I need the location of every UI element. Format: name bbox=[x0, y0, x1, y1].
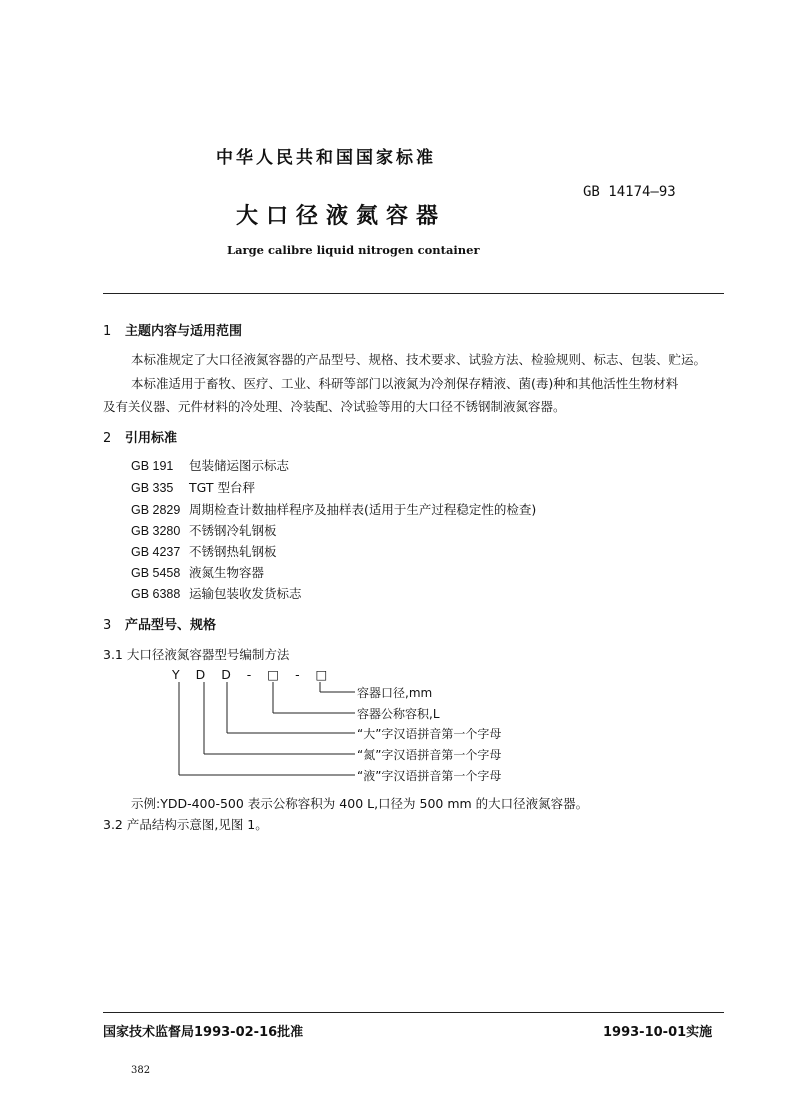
header-divider bbox=[103, 293, 724, 294]
section-1-paragraph-2-cont: 及有关仪器、元件材料的冷处理、冷装配、冷试验等用的大口径不锈钢制液氮容器。 bbox=[103, 399, 566, 414]
diagram-label-dan: “氮”字汉语拼音第一个字母 bbox=[357, 748, 502, 762]
section-1-heading: 1 主题内容与适用范围 bbox=[103, 324, 243, 339]
approval-date: 国家技术监督局1993-02-16批准 bbox=[103, 1025, 304, 1040]
footer-divider bbox=[103, 1012, 724, 1013]
section-1-paragraph-1: 本标准规定了大口径液氮容器的产品型号、规格、技术要求、试验方法、检验规则、标志、包装、贮运。 bbox=[131, 352, 707, 367]
standard-code: GB 14174—93 bbox=[583, 184, 676, 200]
diagram-label-diameter: 容器口径,mm bbox=[357, 686, 433, 700]
page-number: 382 bbox=[131, 1065, 151, 1076]
diagram-label-da: “大”字汉语拼音第一个字母 bbox=[357, 727, 502, 741]
document-title: 大口径液氮容器 bbox=[236, 204, 447, 229]
diagram-label-volume: 容器公称容积,L bbox=[357, 707, 440, 721]
section-3-heading: 3 产品型号、规格 bbox=[103, 618, 217, 633]
org-title: 中华人民共和国国家标准 bbox=[216, 148, 436, 168]
model-code-diagram bbox=[170, 660, 360, 785]
effective-date: 1993-10-01实施 bbox=[603, 1025, 713, 1040]
section-1-paragraph-2: 本标准适用于畜牧、医疗、工业、科研等部门以液氮为冷剂保存精液、菌(毒)种和其他活性生物材料 bbox=[131, 376, 679, 391]
subsection-3-1: 3.1 大口径液氮容器型号编制方法 bbox=[103, 647, 290, 662]
reference-item: GB 6388 运输包装收发货标志 bbox=[131, 586, 302, 601]
example-text: 示例:YDD-400-500 表示公称容积为 400 L,口径为 500 mm 的大口径液氮容器。 bbox=[131, 796, 589, 811]
section-2-heading: 2 引用标准 bbox=[103, 431, 178, 446]
reference-item: GB 3280 不锈钢冷轧钢板 bbox=[131, 523, 277, 538]
english-title: Large calibre liquid nitrogen container bbox=[227, 243, 480, 257]
diagram-label-ye: “液”字汉语拼音第一个字母 bbox=[357, 769, 502, 783]
reference-item: GB 335 TGT 型台秤 bbox=[131, 480, 255, 495]
reference-item: GB 191 包装储运图示标志 bbox=[131, 458, 290, 473]
reference-item: GB 2829 周期检查计数抽样程序及抽样表(适用于生产过程稳定性的检查) bbox=[131, 502, 537, 517]
model-code-pattern: Y D D - □ - □ bbox=[172, 667, 334, 682]
reference-item: GB 5458 液氮生物容器 bbox=[131, 565, 265, 580]
subsection-3-2: 3.2 产品结构示意图,见图 1。 bbox=[103, 817, 268, 832]
reference-item: GB 4237 不锈钢热轧钢板 bbox=[131, 544, 277, 559]
